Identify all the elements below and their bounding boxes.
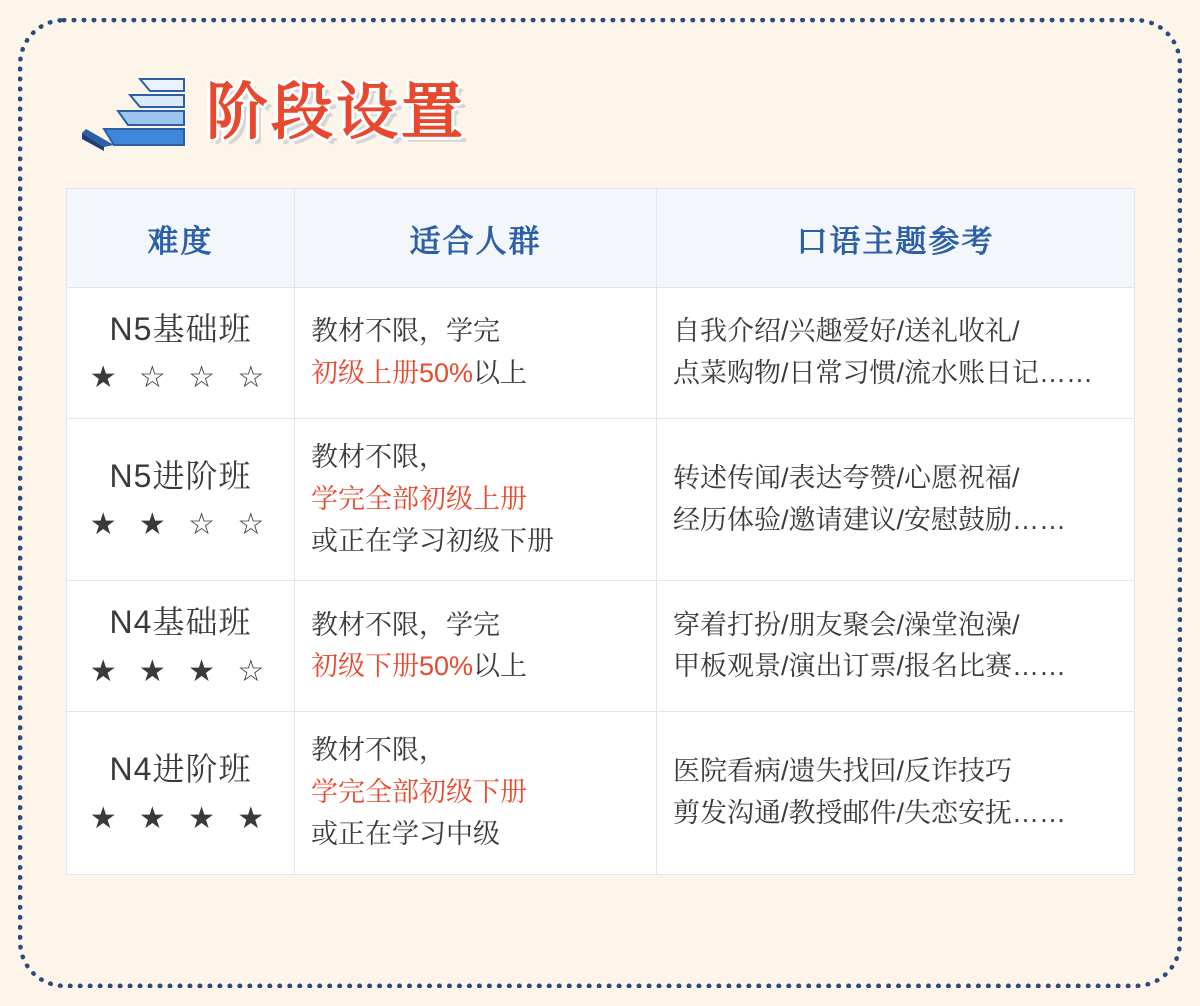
level-name: N4进阶班	[109, 751, 252, 788]
level-cell	[67, 712, 295, 875]
audience-line: 或正在学习中级	[311, 819, 500, 849]
audience-cell	[295, 418, 657, 581]
topic-line: 医院看病/遗失找回/反诈技巧	[673, 756, 1013, 787]
star-rating: ★ ★ ★ ★	[89, 801, 272, 835]
audience-suffix: 以上	[473, 357, 528, 388]
audience-line	[311, 646, 640, 688]
audience-line: 教材不限，	[311, 735, 446, 766]
star-rating: ★ ★ ☆ ☆	[89, 508, 272, 542]
level-name: N5基础班	[109, 311, 252, 347]
column-header-topics: 口语主题参考	[657, 189, 1135, 288]
audience-line: 教材不限，学完	[311, 316, 500, 347]
audience-line: 或正在学习初级下册	[311, 525, 554, 556]
audience-highlight: 初级上册50%	[311, 357, 474, 388]
audience-line: 教材不限，	[311, 441, 446, 472]
table-row	[67, 712, 1135, 875]
topic-cell	[657, 712, 1135, 875]
page-title: 阶段设置	[206, 75, 467, 148]
audience-suffix: 以上	[473, 651, 528, 682]
star-rating: ★ ★ ★ ☆	[89, 654, 272, 688]
audience-line: 教材不限，学完	[311, 609, 500, 640]
audience-cell	[295, 288, 657, 419]
poster-content	[18, 18, 1182, 875]
topic-line: 自我介绍/兴趣爱好/送礼收礼/	[673, 316, 1020, 347]
topic-cell	[657, 581, 1135, 712]
level-cell	[67, 418, 295, 581]
topic-line: 穿着打扮/朋友聚会/澡堂泡澡/	[673, 609, 1020, 640]
topic-line: 转述传闻/表达夸赞/心愿祝福/	[673, 462, 1020, 493]
topic-line: 剪发沟通/教授邮件/失恋安抚……	[673, 798, 1067, 829]
level-cell	[67, 581, 295, 712]
audience-cell	[295, 712, 657, 875]
level-name: N4基础班	[109, 604, 252, 641]
table-header-row	[67, 189, 1135, 288]
audience-highlight: 初级下册50%	[311, 651, 474, 682]
star-rating: ★ ☆ ☆ ☆	[89, 361, 272, 395]
table-row	[67, 581, 1135, 712]
header	[66, 58, 1134, 166]
table-row	[67, 288, 1135, 419]
stairs-icon	[80, 69, 188, 155]
audience-highlight: 学完全部初级上册	[311, 483, 527, 514]
level-name: N5进阶班	[109, 457, 252, 494]
audience-cell	[295, 581, 657, 712]
topic-line: 经历体验/邀请建议/安慰鼓励……	[673, 504, 1067, 535]
topic-cell	[657, 418, 1135, 581]
table-row	[67, 418, 1135, 581]
column-header-difficulty: 难度	[67, 189, 295, 288]
topic-line: 甲板观景/演出订票/报名比赛……	[673, 651, 1067, 682]
column-header-audience: 适合人群	[295, 189, 657, 288]
topic-line: 点菜购物/日常习惯/流水账日记……	[673, 357, 1094, 388]
audience-highlight: 学完全部初级下册	[311, 777, 527, 808]
topic-cell	[657, 288, 1135, 419]
level-cell	[67, 288, 295, 419]
audience-line	[311, 353, 640, 395]
stage-table	[66, 188, 1135, 875]
